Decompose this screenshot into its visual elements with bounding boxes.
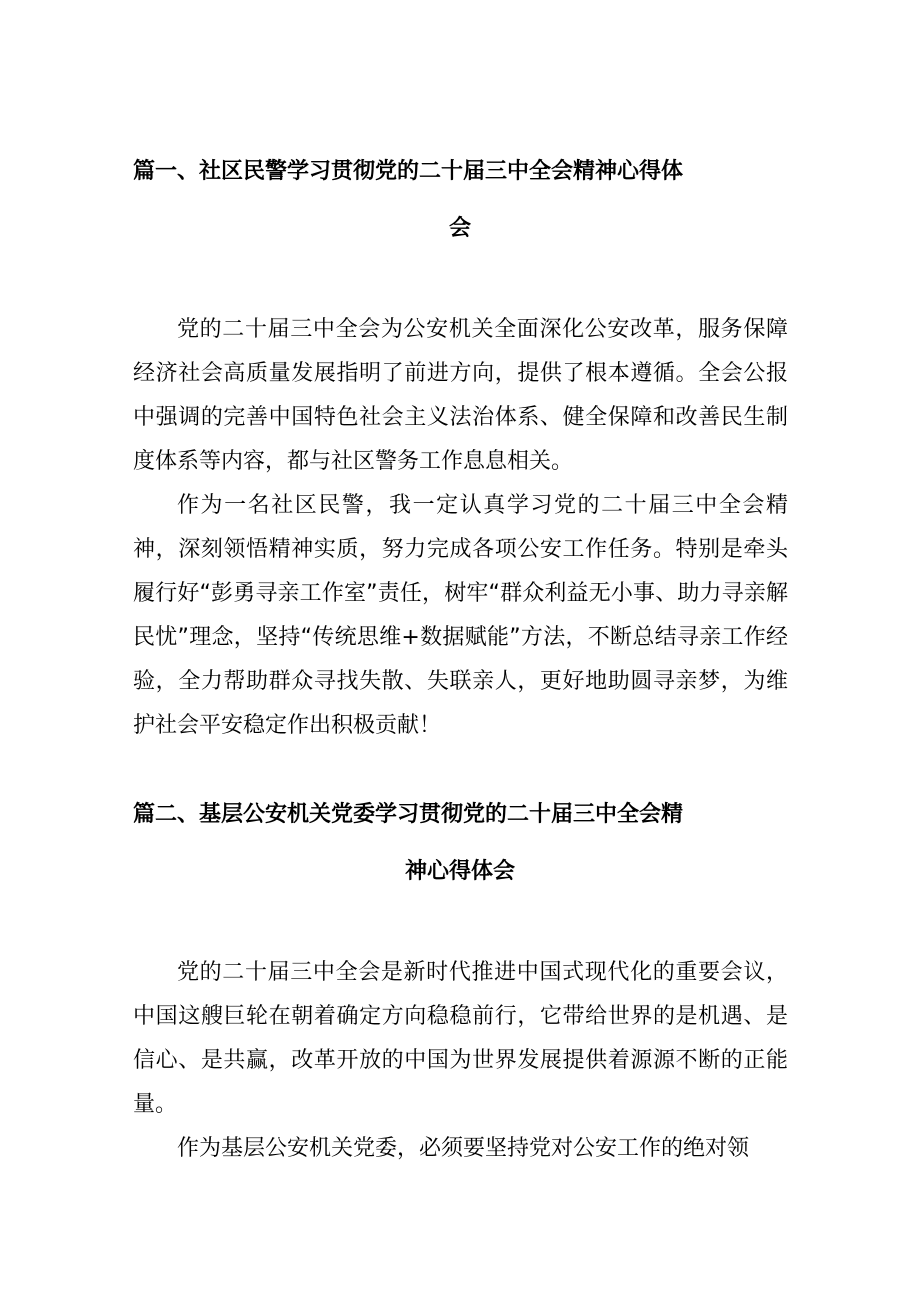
section1-paragraph-2: 作为一名社区民警，我一定认真学习党的二十届三中全会精神，深刻领悟精神实质，努力完成各项公安工作任务。特别是牵头履行好“彭勇寻亲工作室”责任，树牢“群众利益无小事、助力寻亲解民忧”理念，坚持“传统思维+数据赋能”方法，不断总结寻亲工作经验，全力帮助群众寻找失散、失联亲人，更好地助圆寻亲梦，为维护社会平安稳定作出积极贡献！ xyxy=(133,493,788,738)
section1-title-line1: 篇一、社区民警学习贯彻党的二十届三中全会精神心得体 xyxy=(133,159,684,184)
section2-title-line2: 神心得体会 xyxy=(404,859,515,884)
section2-title-line1: 篇二、基层公安机关党委学习贯彻党的二十届三中全会精 xyxy=(133,802,684,827)
section2-paragraph-1: 党的二十届三中全会是新时代推进中国式现代化的重要会议，中国这艘巨轮在朝着确定方向稳稳前行，它带给世界的是机遇、是信心、是共赢，改革开放的中国为世界发展提供着源源不断的正能量。 xyxy=(133,960,788,1117)
section1-paragraph-1: 党的二十届三中全会为公安机关全面深化公安改革，服务保障经济社会高质量发展指明了前进方向，提供了根本遵循。全会公报中强调的完善中国特色社会主义法治体系、健全保障和改善民生制度体系等内容，都与社区警务工作息息相关。 xyxy=(133,317,788,474)
section2-paragraph-2: 作为基层公安机关党委，必须要坚持党对公安工作的绝对领 xyxy=(177,1136,750,1161)
section1-title-line2: 会 xyxy=(448,216,471,241)
